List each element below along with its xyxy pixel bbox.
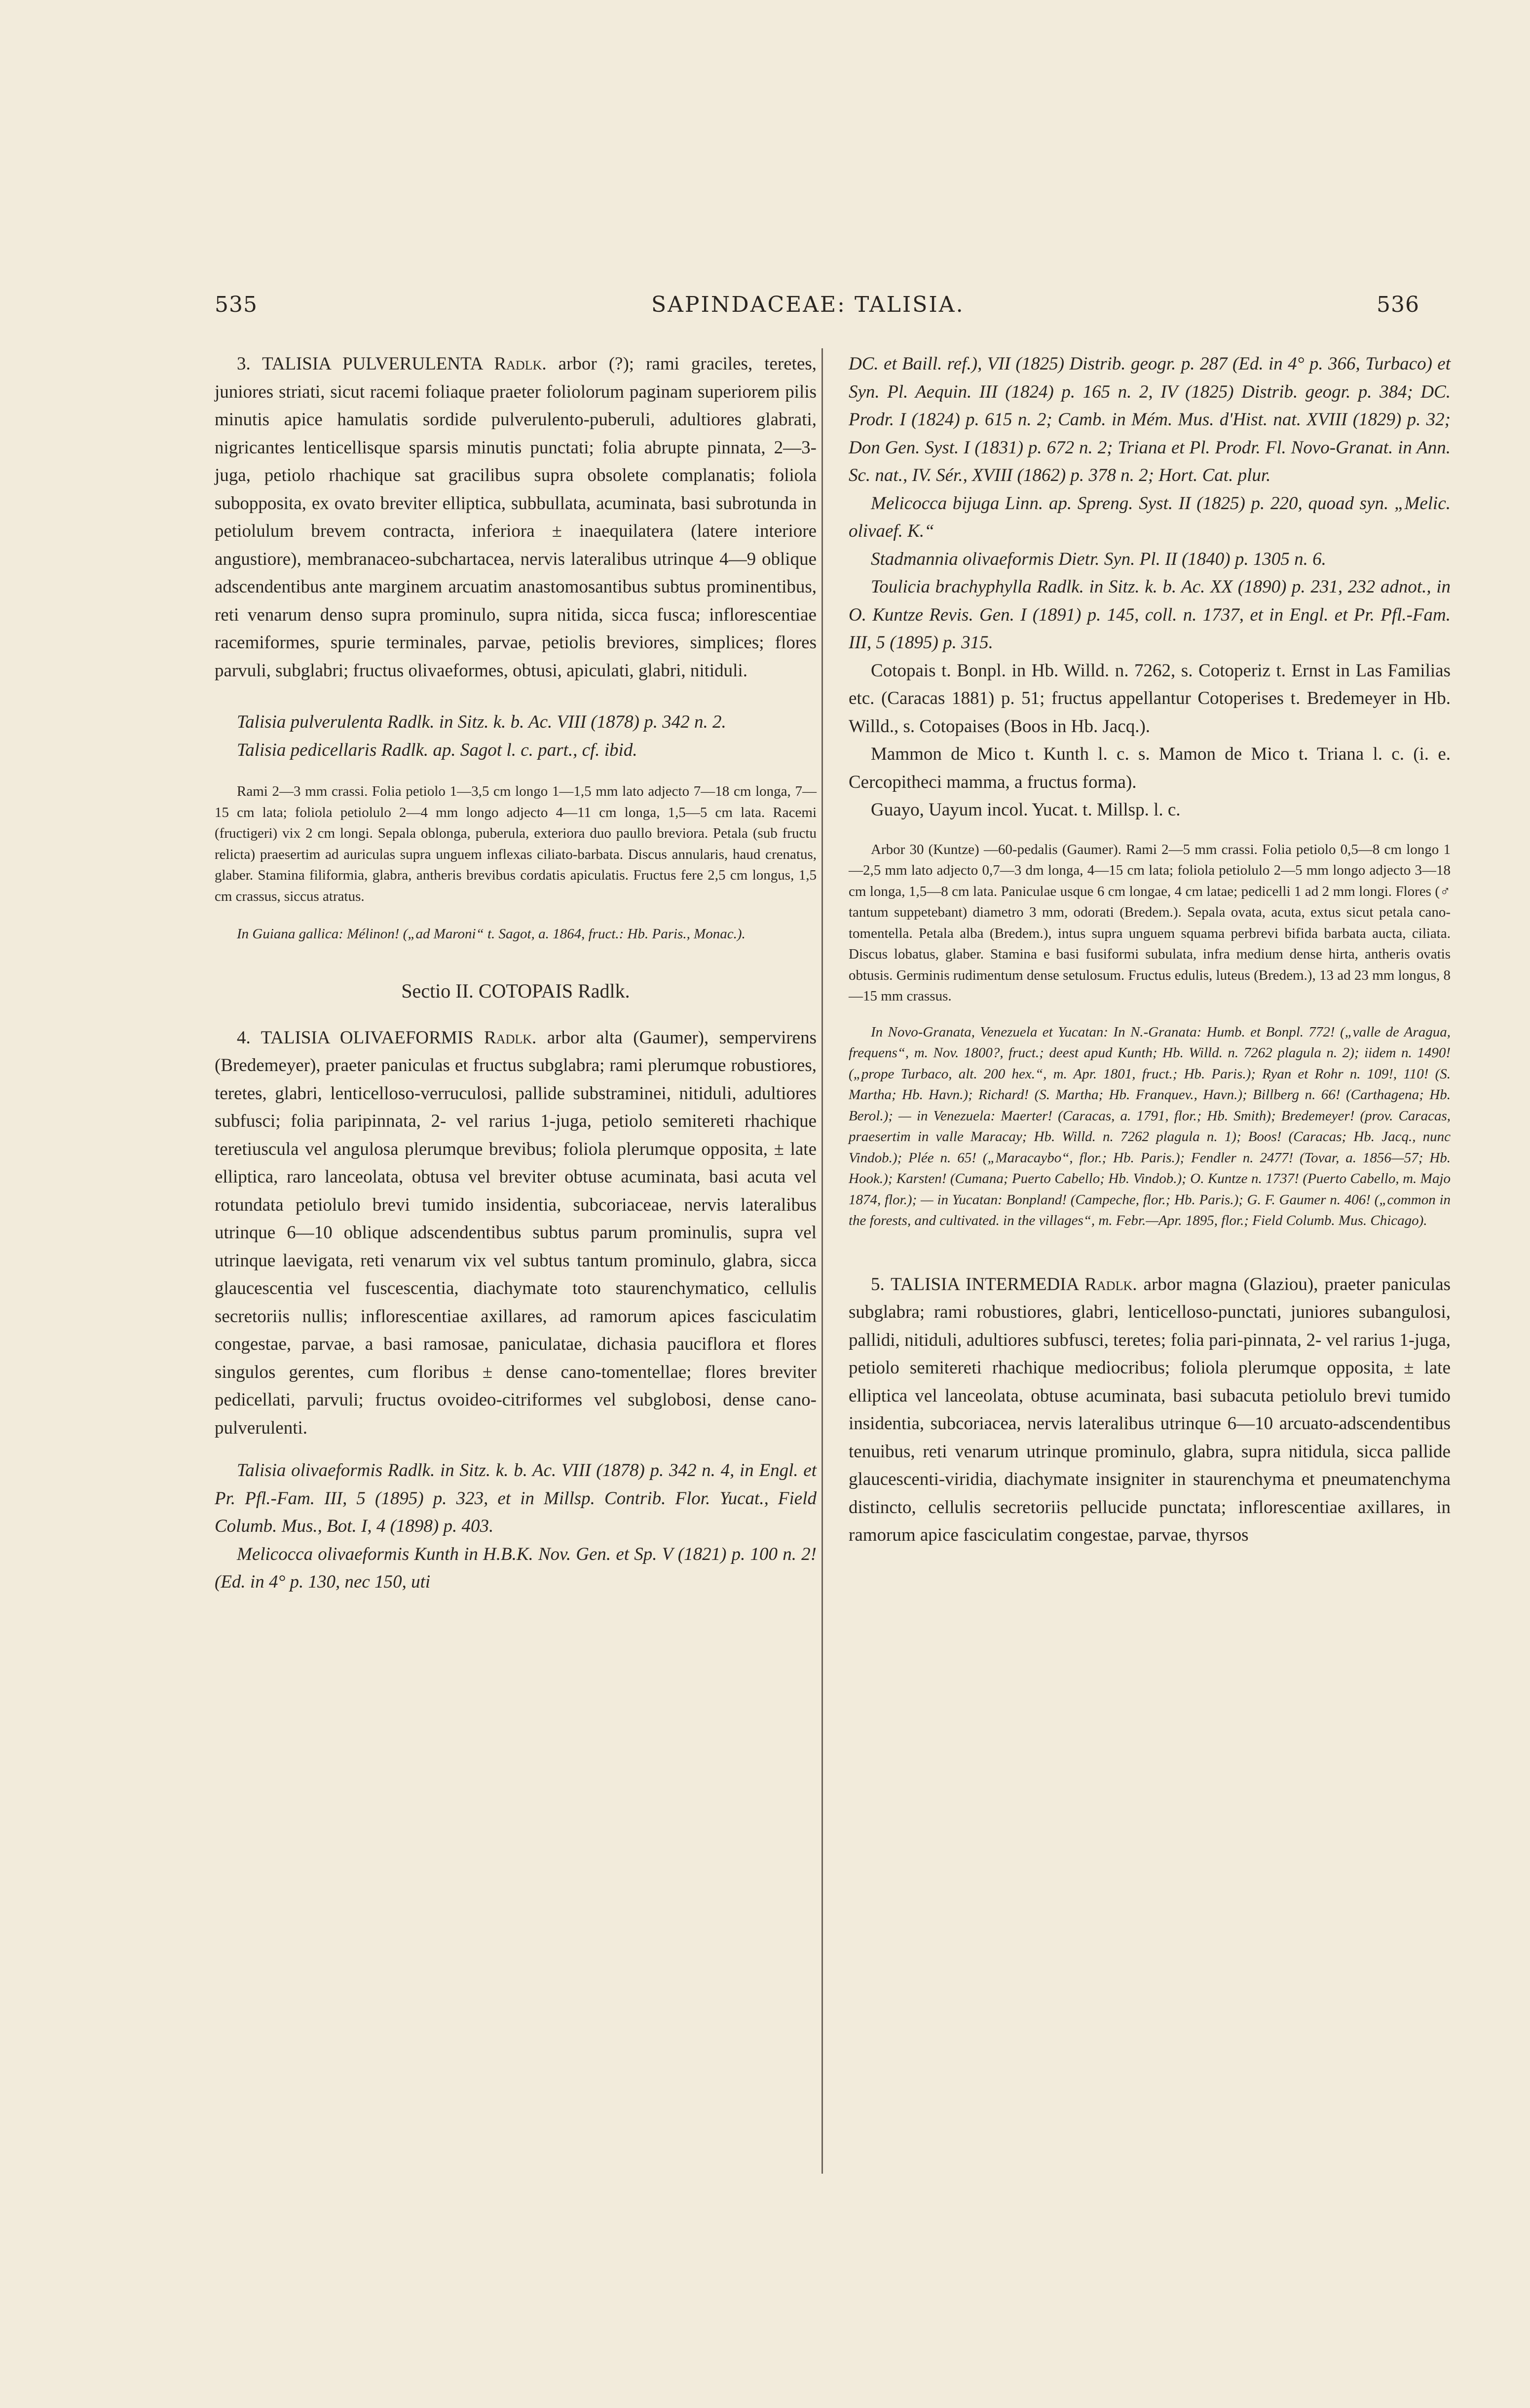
synonym-melicocca-bijuga: Melicocca bijuga Linn. ap. Spreng. Syst. II (1825) p. 220, quoad syn. „Melic. olivaef. K.“ <box>849 493 1451 541</box>
page-number-right: 536 <box>1377 292 1419 317</box>
left-column <box>215 350 817 1596</box>
species-4-synonym-continued: DC. et Baill. ref.), VII (1825) Distrib. geogr. p. 287 (Ed. in 4° p. 366, Turbaco) et Syn. Pl. Aequin. III (1824) p. 165 n. 2, IV (1825) Distrib. geogr. p. 384; DC. Prodr. I (1824) p. 615 n. 2; Camb. in Mém. Mus. d'Hist. nat. XVIII (1829) p. 32; Don Gen. Syst. I (1831) p. 672 n. 2; Triana et Pl. Prodr. Fl. Novo-Granat. in Ann. Sc. nat., IV. Sér., XVIII (1862) p. 378 n. 2; Hort. Cat. plur. <box>849 354 1451 485</box>
synonym-stadmannia: Stadmannia olivaeformis Dietr. Syn. Pl. II (1840) p. 1305 n. 6. <box>871 549 1326 569</box>
section-heading: Sectio II. COTOPAIS Radlk. <box>401 979 630 1002</box>
species-4-locality: In Novo-Granata, Venezuela et Yucatan: In N.-Granata: Humb. et Bonpl. 772! („valle de Aragua, frequens“, m. Nov. 1800?, fruct.; deest apud Kunth; Hb. Willd. n. 7262 plagula n. 2); iidem n. 1490! („prope Turbaco, alt. 200 hex.“, m. Apr. 1801, fruct.; Hb. Paris.); Ryan et Rohr n. 109!, 110! (S. Martha; Hb. Havn.); Richard! (S. Martha; Hb. Franquev., Havn.); Billberg n. 66! (Carthagena; Hb. Berol.); — in Venezuela: Maerter! (Caracas, a. 1791, flor.; Hb. Smith); Bredemeyer! (prov. Caracas, praesertim in valle Maracay; Hb. Willd. n. 7262 plagula n. 1); Boos! (Caracas; Hb. Jacq., nunc Vindob.); Plée n. 65! („Maracaybo“, flor.; Hb. Paris.); Fendler n. 2477! (Tovar, a. 1856—57; Hb. Hook.); Karsten! (Cumana; Puerto Cabello; Hb. Vindob.); O. Kuntze n. 1737! (Puerto Cabello, m. Majo 1874, flor.); — in Yucatan: Bonpland! (Campeche, flor.; Hb. Paris.); G. F. Gaumer n. 406! („common in the forests, and cultivated. in the villages“, m. Febr.—Apr. 1895, flor.; Field Columb. Mus. Chicago). <box>849 1024 1451 1228</box>
species-4-measurements: Arbor 30 (Kuntze) —60-pedalis (Gaumer). Rami 2—5 mm crassi. Folia petiolo 0,5—8 cm longo 1—2,5 mm lato adjecto 0,7—3 dm longa, 4—15 cm lata; foliola petiolulo 2—5 mm longo adjecto 3—18 cm longa, 1,5—8 cm lata. Paniculae usque 6 cm longae, 4 cm latae; pedicelli 1 ad 2 mm longi. Flores (♂ tantum suppetebant) diametro 3 mm, odorati (Bredem.). Sepala ovata, acuta, extus sicut petala cano-tomentella. Petala alba (Bredem.), intus supra unguem squama perbrevi bifida barbata aucta, ciliata. Discus lobatus, glaber. Stamina e basi fusiformi subulata, infra medium dense hirta, antheris ovatis obtusis. Germinis rudimentum dense setulosum. Fructus edulis, luteus (Bredem.), 13 ad 23 mm longus, 8—15 mm crassus. <box>849 841 1451 1004</box>
species-3-description <box>215 350 817 685</box>
species-4-synonym-2: Melicocca olivaeformis Kunth in H.B.K. Nov. Gen. et Sp. V (1821) p. 100 n. 2! (Ed. in 4° p. 130, nec 150, uti <box>215 1544 817 1592</box>
species-5-author: Radlk. <box>1084 1274 1137 1295</box>
species-3-synonym-2: Talisia pedicellaris Radlk. ap. Sagot l. c. part., cf. ibid. <box>237 740 637 760</box>
species-3-heading: 3. TALISIA PULVERULENTA <box>237 354 483 374</box>
species-5-heading: 5. TALISIA INTERMEDIA <box>871 1274 1079 1295</box>
species-5-text: arbor magna (Glaziou), praeter paniculas subglabra; rami robustiores, glabri, lenticelloso-punctati, juniores subangulosi, pallidi, nitiduli, adultiores subfusci, teretes; folia pari-pinnata, 2- vel rarius 1-juga, petiolo semitereti rhachique mediocribus; foliola plerumque opposita, ± late elliptica vel lanceolata, obtuse acuminata, basi subacuta petiolulo brevi tumido insidentia, subcoriacea, nervis lateralibus utrinque 6—10 arcuato-adscendentibus tenuibus, reti venarum utrinque prominulo, glabra, supra nitidula, sicca pallide glaucescenti-viridia, diachymate insigniter in staurenchyma et pneumatenchyma distincto, cellulis secretoriis pellucide punctata; inflorescentiae axillares, in ramorum apice fasciculatim congestae, parvae, thyrsos <box>849 1274 1451 1545</box>
species-5-description <box>849 1271 1451 1550</box>
vernacular-names-3: Guayo, Uayum incol. Yucat. t. Millsp. l. c. <box>871 800 1181 820</box>
species-4-synonym-1: Talisia olivaeformis Radlk. in Sitz. k. b. Ac. VIII (1878) p. 342 n. 4, in Engl. et Pr. Pfl.-Fam. III, 5 (1895) p. 323, et in Millsp. Contrib. Flor. Yucat., Field Columb. Mus., Bot. I, 4 (1898) p. 403. <box>215 1460 817 1536</box>
species-3-text: arbor (?); rami graciles, teretes, juniores striati, sicut racemi foliaque praeter foliolorum paginam superiorem pilis minutis apice hamulatis sordide pulverulento-puberuli, adultiores glabrati, nigricantes lenticellisque sparsis minutis punctati; folia abrupte pinnata, 2—3-juga, petiolo rhachique sat gracilibus supra obsolete complanatis; foliola subopposita, ex ovato breviter elliptica, subbullata, acuminata, basi subrotunda in petiolulum brevem contracta, inferiora ± inaequilatera (latere interiore angustiore), membranaceo-subchartacea, nervis lateralibus utrinque 4—9 oblique adscendentibus ante marginem arcuatim anastomosantibus subtus prominentibus, reti venarum denso supra prominulo, supra nitida, sicca fusca; inflorescentiae racemiformes, spurie terminales, parvae, petiolis breviores, simplices; flores parvuli, subglabri; fructus olivaeformes, obtusi, apiculati, glabri, nitiduli. <box>215 354 817 681</box>
right-column <box>849 350 1451 1550</box>
species-3-locality: In Guiana gallica: Mélinon! („ad Maroni“ t. Sagot, a. 1864, fruct.: Hb. Paris., Monac.). <box>237 926 746 942</box>
vernacular-names-1: Cotopais t. Bonpl. in Hb. Willd. n. 7262, s. Cotoperiz t. Ernst in Las Familias etc. (Caracas 1881) p. 51; fructus appellantur Cotoperises t. Bredemeyer in Hb. Willd., s. Cotopaises (Boos in Hb. Jacq.). <box>849 660 1451 737</box>
column-divider <box>821 348 823 2174</box>
species-4-author: Radlk. <box>484 1027 537 1048</box>
species-4-text: arbor alta (Gaumer), sempervirens (Bredemeyer), praeter paniculas et fructus subglabra; rami plerumque robustiores, teretes, glabri, lenticelloso-verruculosi, pallide substraminei, nitiduli, adultiores subfusci; folia paripinnata, 2- vel rarius 1-juga, petiolo semitereti rhachique teretiuscula vel angulosa plerumque brevibus; foliola plerumque opposita, ± late elliptica, raro lanceolata, obtusa vel breviter obtuse acuminata, basi acuta vel rotundata petiolulo brevi tumido insidentia, subcoriaceae, nervis lateralibus utrinque 6—10 oblique adscendentibus subtus parum prominulis, supra vel utrinque laevigata, reti venarum vix vel subtus tantum prominulo, glabra, sicca glaucescentia vel fuscescentia, diachymate toto staurenchymatico, cellulis secretoriis nullis; inflorescentiae axillares, ad ramorum apices fasciculatim congestae, parvae, a basi ramosae, paniculatae, dichasia pauciflora et flores singulos gerentes, cum floribus ± dense cano-tomentellae; flores breviter pedicellati, parvuli; fructus ovoideo-citriformes vel subglobosi, dense cano-pulverulenti. <box>215 1027 817 1438</box>
running-title: SAPINDACEAE: TALISIA. <box>651 292 965 317</box>
vernacular-names-2: Mammon de Mico t. Kunth l. c. s. Mamon de Mico t. Triana l. c. (i. e. Cercopitheci mamma, a fructus forma). <box>849 744 1451 792</box>
species-4-description <box>215 1024 817 1443</box>
species-3-author: Radlk. <box>494 354 547 374</box>
synonym-toulicia: Toulicia brachyphylla Radlk. in Sitz. k. b. Ac. XX (1890) p. 231, 232 adnot., in O. Kuntze Revis. Gen. I (1891) p. 145, coll. n. 1737, et in Engl. et Pr. Pfl.-Fam. III, 5 (1895) p. 315. <box>849 577 1451 653</box>
page-number-left: 535 <box>215 292 258 317</box>
species-4-heading: 4. TALISIA OLIVAEFORMIS <box>237 1027 474 1048</box>
species-3-measurements: Rami 2—3 mm crassi. Folia petiolo 1—3,5 cm longo 1—1,5 mm lato adjecto 7—18 cm longa, 7—15 cm lata; foliola petiolulo 2—4 mm longo adjecto 4—11 cm longa, 1,5—5 cm lata. Racemi (fructigeri) vix 2 cm longi. Sepala oblonga, puberula, exteriora duo paullo breviora. Petala (sub fructu relicta) praesertim ad auriculas supra unguem inflexas ciliato-barbata. Discus annularis, haud crenatus, glaber. Stamina filiformia, glabra, antheris brevibus cordatis apiculatis. Fructus fere 2,5 cm longus, 1,5 cm crassus, siccus atratus. <box>215 783 817 904</box>
species-3-synonym-1: Talisia pulverulenta Radlk. in Sitz. k. b. Ac. VIII (1878) p. 342 n. 2. <box>237 712 726 732</box>
